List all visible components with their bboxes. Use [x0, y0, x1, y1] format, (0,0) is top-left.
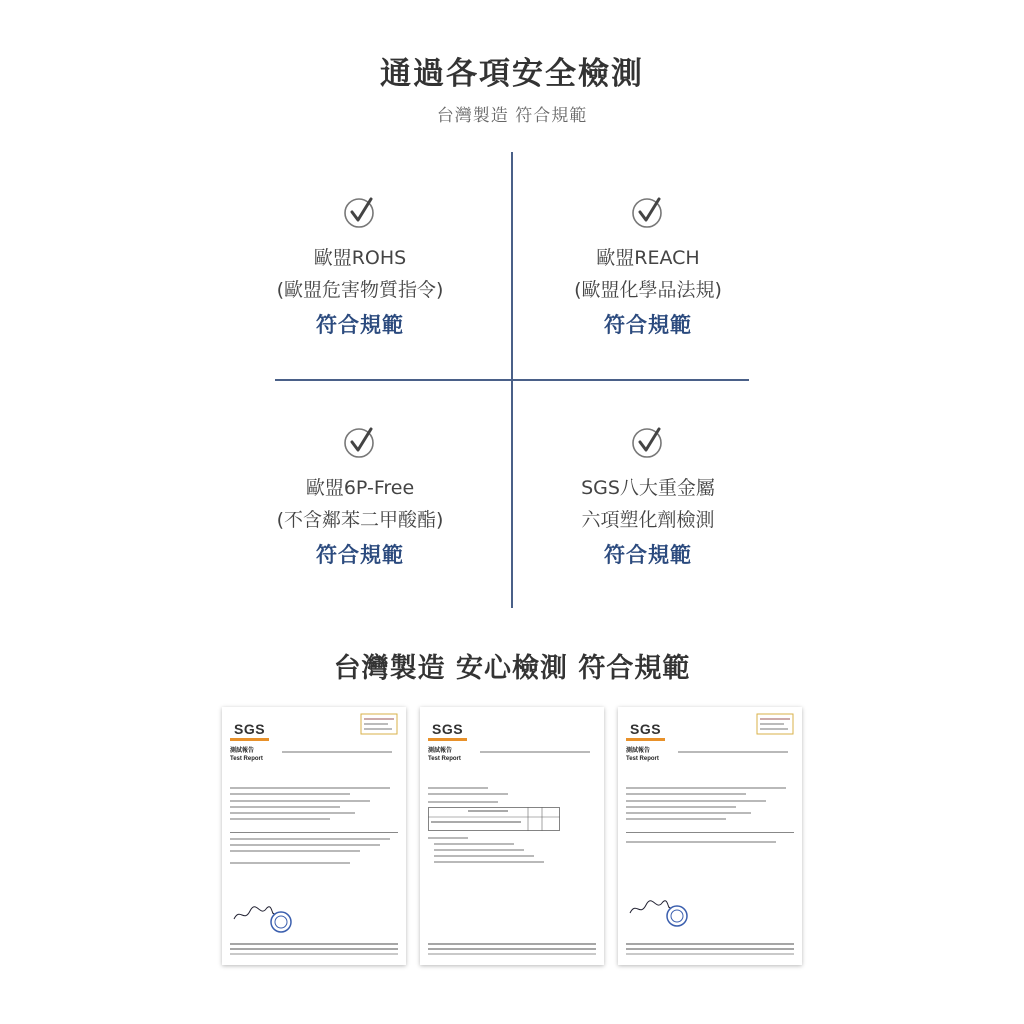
text-line [282, 751, 392, 753]
report-heading-cn: 測試報告 [626, 748, 651, 754]
sgs-report-thumbnail [222, 707, 406, 965]
cert-description: (歐盟化學品法規) [574, 279, 722, 301]
cert-name: 歐盟ROHS [313, 247, 407, 269]
text-line [230, 818, 330, 820]
text-line [230, 793, 350, 795]
cert-description: (不含鄰苯二甲酸酯) [276, 509, 444, 531]
cert-sgs-heavy-metals [498, 424, 798, 574]
stamp-icon [756, 713, 794, 735]
text-line [626, 806, 736, 808]
text-line [434, 849, 524, 851]
check-circle-icon [342, 424, 378, 460]
stamp-icon [360, 713, 398, 735]
footer-line [230, 953, 398, 955]
text-line [626, 812, 751, 814]
text-line [230, 812, 355, 814]
cert-rohs [210, 194, 510, 344]
divider-line [230, 832, 398, 833]
text-line [428, 801, 498, 803]
horizontal-divider [275, 379, 749, 381]
cert-name: 歐盟REACH [596, 247, 700, 269]
text-line [230, 850, 360, 852]
text-line [626, 787, 786, 789]
footer-line [428, 943, 596, 945]
footer-line [230, 948, 398, 950]
cert-6p-free [210, 424, 510, 574]
report-heading [428, 747, 461, 763]
footer-line [626, 948, 794, 950]
section-title: 台灣製造 安心檢測 符合規範 [333, 653, 691, 684]
text-line [230, 862, 350, 864]
text-line [626, 818, 726, 820]
footer-line [230, 943, 398, 945]
text-line [480, 751, 590, 753]
cert-status: 符合規範 [604, 313, 692, 337]
report-heading-en: Test Report [428, 756, 461, 762]
text-line [230, 806, 340, 808]
report-heading-en: Test Report [626, 756, 659, 762]
cert-description: 六項塑化劑檢測 [581, 509, 715, 531]
sgs-report-thumbnail [420, 707, 604, 965]
footer-line [428, 953, 596, 955]
page-subtitle: 台灣製造 符合規範 [436, 106, 588, 126]
cert-reach [498, 194, 798, 344]
text-line [434, 855, 534, 857]
text-line [230, 838, 390, 840]
cert-name: 歐盟6P-Free [305, 477, 415, 499]
cert-status: 符合規範 [316, 313, 404, 337]
footer-line [626, 943, 794, 945]
sgs-seal-icon [666, 905, 688, 927]
text-line [626, 793, 746, 795]
footer-line [428, 948, 596, 950]
report-heading [626, 747, 659, 763]
text-line [678, 751, 788, 753]
sgs-report-thumbnail [618, 707, 802, 965]
text-line [626, 800, 766, 802]
cert-name: SGS八大重金屬 [581, 477, 715, 499]
sgs-logo: SGS [230, 721, 269, 741]
text-line [230, 787, 390, 789]
text-line [428, 793, 508, 795]
check-circle-icon [630, 194, 666, 230]
footer-line [626, 953, 794, 955]
check-circle-icon [630, 424, 666, 460]
text-line [230, 844, 380, 846]
sgs-logo: SGS [428, 721, 467, 741]
results-table [428, 807, 560, 831]
cert-description: (歐盟危害物質指令) [276, 279, 444, 301]
sgs-seal-icon [270, 911, 292, 933]
check-circle-icon [342, 194, 378, 230]
cert-status: 符合規範 [604, 543, 692, 567]
text-line [230, 800, 370, 802]
text-line [626, 841, 776, 843]
divider-line [626, 832, 794, 833]
text-line [434, 843, 514, 845]
text-line [428, 787, 488, 789]
sgs-logo: SGS [626, 721, 665, 741]
report-heading-cn: 測試報告 [428, 748, 453, 754]
text-line [428, 837, 468, 839]
report-heading-en: Test Report [230, 756, 263, 762]
text-line [434, 861, 544, 863]
report-heading [230, 747, 263, 763]
cert-status: 符合規範 [316, 543, 404, 567]
page-title: 通過各項安全檢測 [380, 56, 644, 92]
report-heading-cn: 測試報告 [230, 748, 255, 754]
